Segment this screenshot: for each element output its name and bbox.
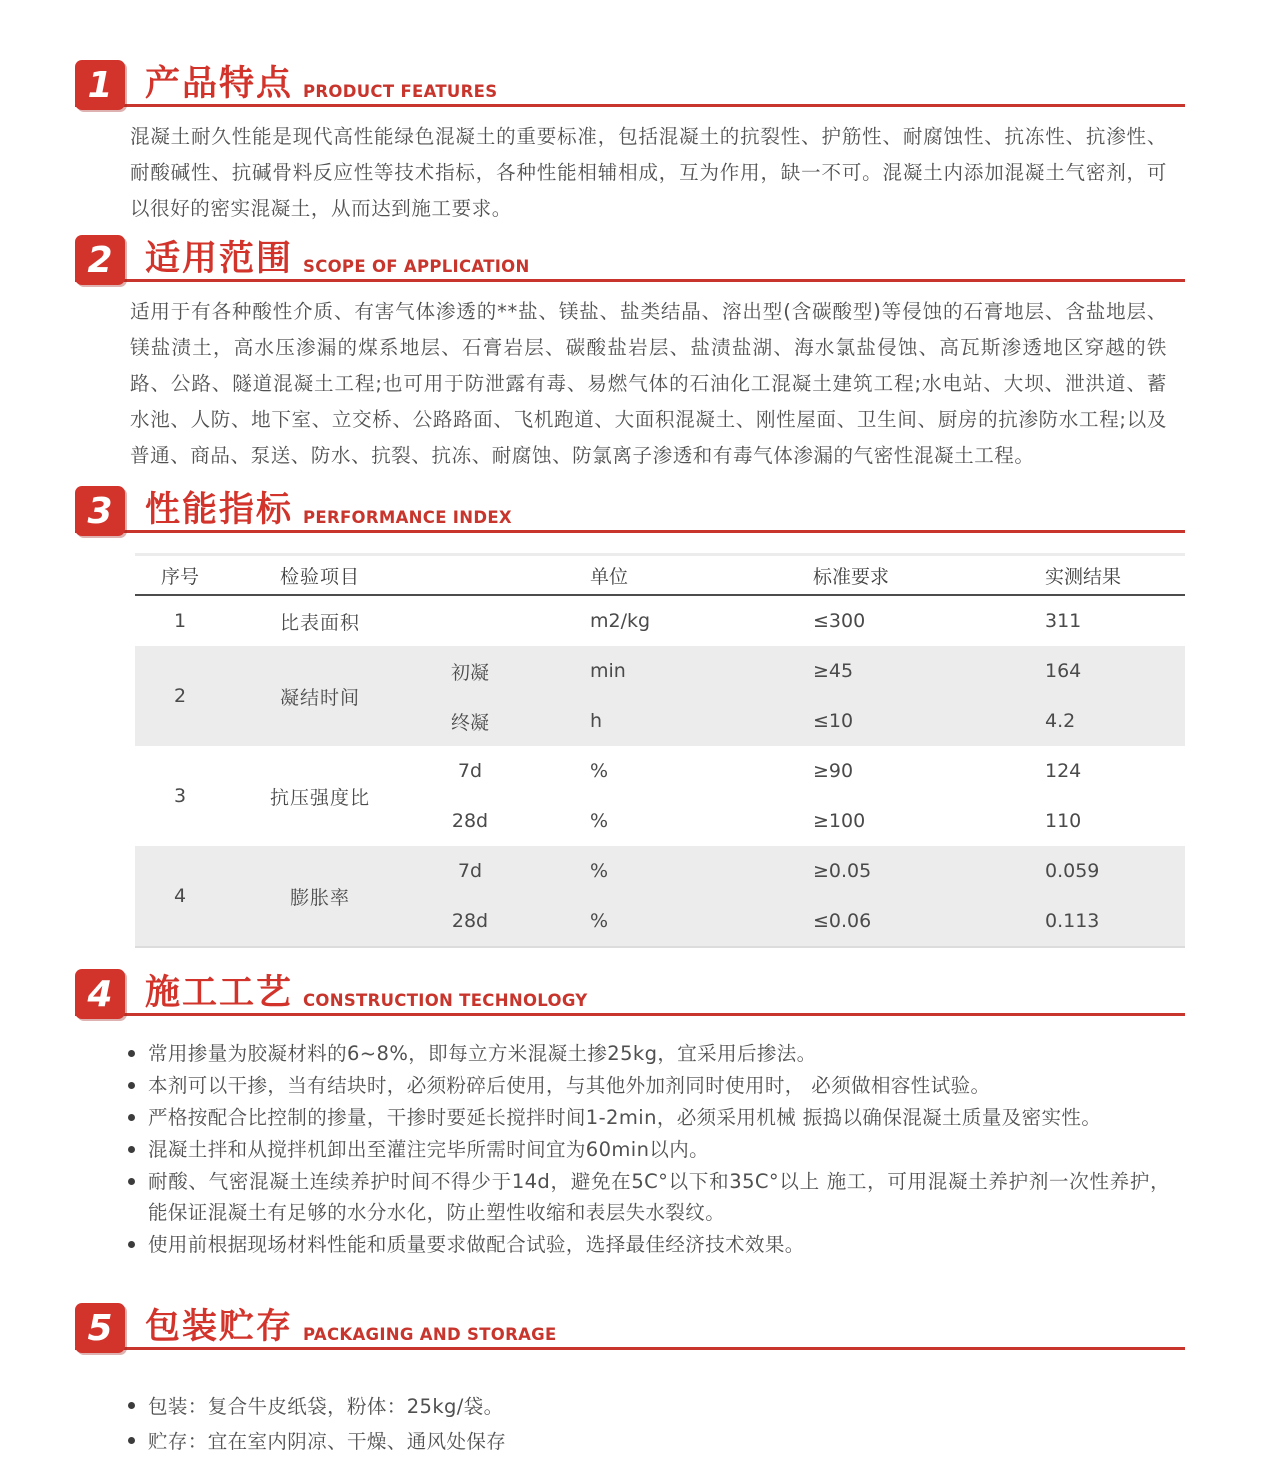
section-number: 1	[87, 64, 113, 106]
section-scope-of-application	[75, 227, 1185, 474]
row-requirement: ≤0.06	[813, 910, 872, 932]
row-unit: m2/kg	[590, 610, 651, 632]
table-row	[135, 646, 1185, 746]
row-no: 2	[173, 685, 187, 707]
row-no: 4	[173, 885, 187, 907]
bullet-item: 使用前根据现场材料性能和质量要求做配合试验，选择最佳经济技术效果。	[125, 1229, 1170, 1260]
section-number: 3	[87, 490, 113, 532]
section-title-en: PERFORMANCE INDEX	[303, 507, 512, 527]
row-sub-label: 终凝	[450, 711, 489, 734]
row-unit: %	[590, 760, 609, 782]
row-result: 0.059	[1045, 860, 1100, 882]
col-header-item: 检验项目	[279, 565, 360, 588]
section-number-badge	[75, 969, 125, 1019]
row-unit: %	[590, 810, 609, 832]
section-title-zh: 产品特点	[145, 64, 294, 104]
row-unit: %	[590, 910, 609, 932]
bullet-item: 严格按配合比控制的掺量，干掺时要延长搅拌时间1-2min，必须采用机械 振捣以确保混凝土质量及密实性。	[125, 1102, 1170, 1133]
section-number: 2	[87, 239, 113, 281]
section-header	[75, 52, 1185, 107]
performance-table	[135, 553, 1185, 948]
row-unit: h	[590, 710, 603, 732]
bullet-list	[125, 1390, 1170, 1459]
section-title-zh: 施工工艺	[145, 973, 294, 1013]
table-row	[135, 746, 1185, 846]
row-item: 抗压强度比	[269, 786, 370, 809]
section-number: 4	[87, 973, 113, 1015]
section-number-badge	[75, 235, 125, 285]
bullet-item: 包装：复合牛皮纸袋，粉体：25kg/袋。	[125, 1390, 1170, 1424]
col-header-no: 序号	[160, 565, 199, 588]
section-header	[75, 1295, 1185, 1350]
row-no: 3	[173, 785, 187, 807]
bullet-item: 混凝土拌和从搅拌机卸出至灌注完毕所需时间宜为60min以内。	[125, 1134, 1170, 1165]
table-header-row	[135, 553, 1185, 596]
row-requirement: ≥0.05	[813, 860, 872, 882]
section-construction-technology	[75, 961, 1185, 1260]
section-number-badge	[75, 486, 125, 536]
row-sub-label: 28d	[451, 810, 489, 832]
row-requirement: ≤10	[813, 710, 854, 732]
paragraph: 混凝土耐久性能是现代高性能绿色混凝土的重要标准，包括混凝土的抗裂性、护筋性、耐腐蚀性、抗冻性、抗渗性、耐酸碱性、抗碱骨料反应性等技术指标，各种性能相辅相成，互为作用，缺一不可。混凝土内添加混凝土气密剂，可以很好的密实混凝土，从而达到施工要求。	[130, 125, 1167, 220]
section-number-badge	[75, 1303, 125, 1353]
table-row	[135, 596, 1185, 646]
bullet-item: 耐酸、气密混凝土连续养护时间不得少于14d，避免在5C°以下和35C°以上 施工，可用混凝土养护剂一次性养护，能保证混凝土有足够的水分水化，防止塑性收缩和表层失水裂纹。	[125, 1166, 1170, 1228]
bullet-item: 常用掺量为胶凝材料的6~8%，即每立方米混凝土掺25kg，宜采用后掺法。	[125, 1038, 1170, 1069]
bullet-item: 本剂可以干掺，当有结块时，必须粉碎后使用，与其他外加剂同时使用时， 必须做相容性试验。	[125, 1070, 1170, 1101]
table-row	[135, 846, 1185, 946]
row-sub-label: 28d	[451, 910, 489, 932]
row-result: 311	[1045, 610, 1082, 632]
row-result: 4.2	[1045, 710, 1076, 732]
table-body	[135, 596, 1185, 948]
row-requirement: ≥100	[813, 810, 866, 832]
section-title-en: SCOPE OF APPLICATION	[303, 256, 530, 276]
bullet-list	[125, 1038, 1170, 1260]
row-item: 膨胀率	[289, 886, 350, 909]
row-item: 比表面积	[279, 611, 360, 634]
section-title-en: PRODUCT FEATURES	[303, 81, 498, 101]
col-header-requirement: 标准要求	[813, 565, 890, 588]
row-requirement: ≥45	[813, 660, 854, 682]
section-title-zh: 适用范围	[145, 239, 294, 279]
row-sub-label: 7d	[457, 760, 483, 782]
row-unit: min	[590, 660, 626, 682]
row-sub-label	[415, 596, 525, 646]
row-result: 110	[1045, 810, 1082, 832]
section-number-badge	[75, 60, 125, 110]
row-requirement: ≥90	[813, 760, 854, 782]
row-requirement: ≤300	[813, 610, 866, 632]
section-title-en: PACKAGING AND STORAGE	[303, 1324, 557, 1344]
row-result: 164	[1045, 660, 1082, 682]
col-header-result: 实测结果	[1045, 565, 1122, 588]
section-performance-index	[75, 478, 1185, 948]
bullet-item: 贮存：宜在室内阴凉、干燥、通风处保存	[125, 1425, 1170, 1459]
row-result: 0.113	[1045, 910, 1100, 932]
section-header	[75, 227, 1185, 282]
row-result: 124	[1045, 760, 1082, 782]
row-sub-label: 7d	[457, 860, 483, 882]
section-title-zh: 包装贮存	[145, 1307, 294, 1347]
section-header	[75, 478, 1185, 533]
col-header-sub	[415, 556, 525, 594]
col-header-unit: 单位	[590, 565, 629, 588]
section-header	[75, 961, 1185, 1016]
section-packaging-and-storage	[75, 1295, 1185, 1459]
section-product-features	[75, 52, 1185, 227]
row-no: 1	[173, 610, 187, 632]
row-item: 凝结时间	[279, 686, 360, 709]
section-title-en: CONSTRUCTION TECHNOLOGY	[303, 990, 588, 1010]
row-unit: %	[590, 860, 609, 882]
section-number: 5	[87, 1307, 113, 1349]
row-sub-label: 初凝	[450, 661, 489, 684]
paragraph: 适用于有各种酸性介质、有害气体渗透的**盐、镁盐、盐类结晶、溶出型(含碳酸型)等侵蚀的石膏地层、含盐地层、镁盐渍土，高水压渗漏的煤系地层、石膏岩层、碳酸盐岩层、盐渍盐湖、海水氯盐侵蚀、高瓦斯渗透地区穿越的铁路、公路、隧道混凝土工程;也可用于防泄露有毒、易燃气体的石油化工混凝土建筑工程;水电站、大坝、泄洪道、蓄水池、人防、地下室、立交桥、公路路面、飞机跑道、大面积混凝土、刚性屋面、卫生间、厨房的抗渗防水工程;以及普通、商品、泵送、防水、抗裂、抗冻、耐腐蚀、防氯离子渗透和有毒气体渗漏的气密性混凝土工程。	[130, 300, 1167, 467]
section-title-zh: 性能指标	[145, 490, 294, 530]
